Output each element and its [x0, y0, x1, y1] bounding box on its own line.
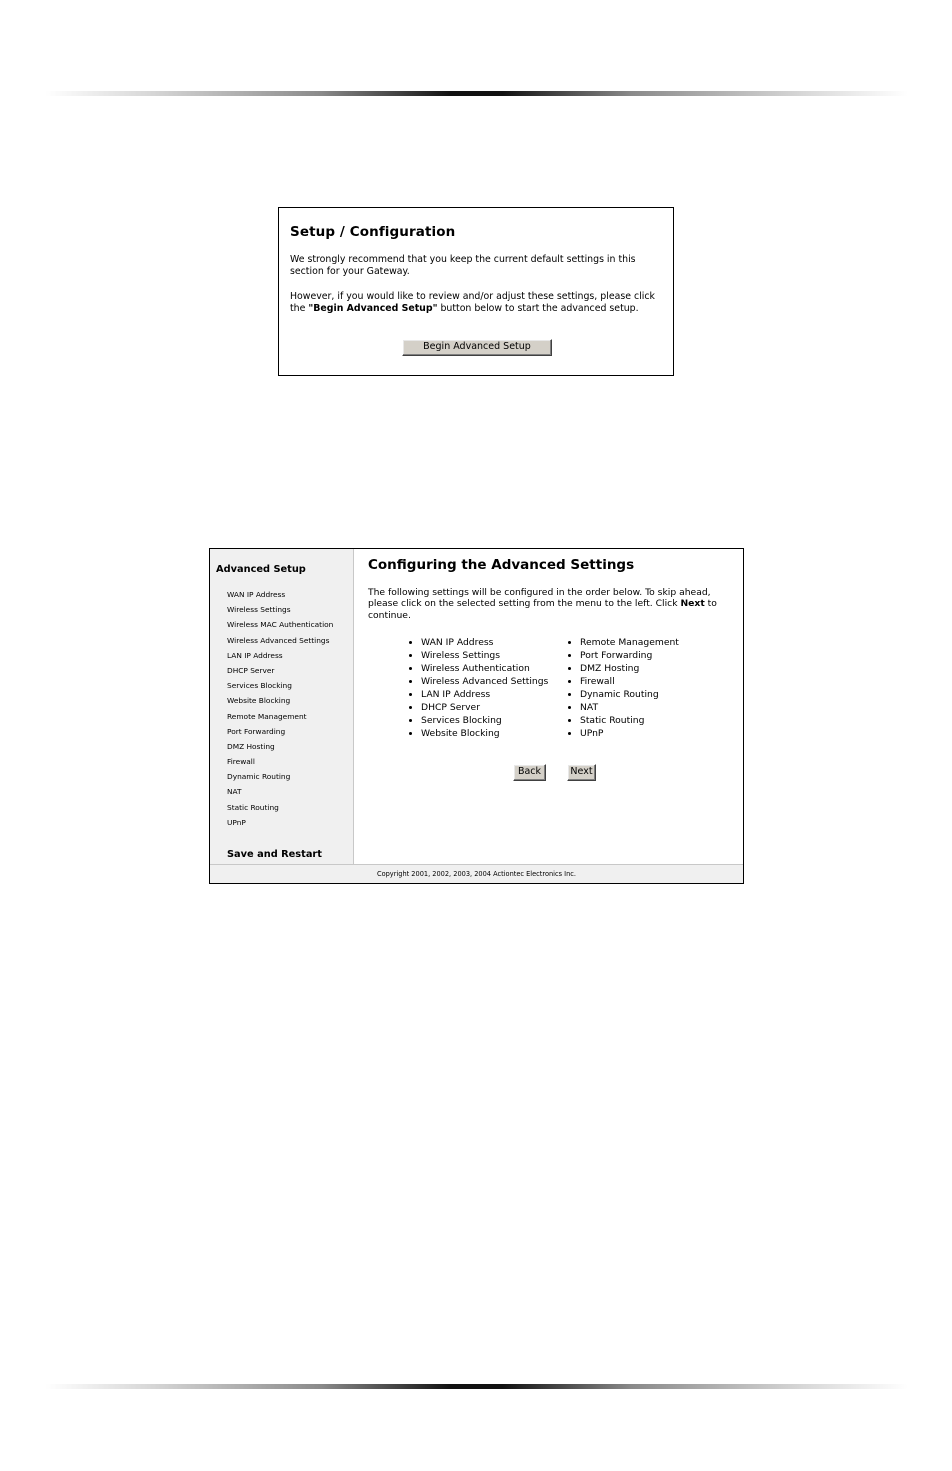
main-content	[354, 549, 743, 864]
list-item: • NAT	[580, 701, 679, 714]
list-item: • Dynamic Routing	[580, 688, 679, 701]
intro-text-after: to continue.	[368, 598, 717, 621]
list-item: • Static Routing	[580, 714, 679, 727]
list-item: • Port Forwarding	[580, 649, 679, 662]
sidebar-title[interactable]: Advanced Setup	[216, 564, 306, 575]
sidebar	[210, 549, 354, 864]
setup-paragraph-2	[290, 291, 662, 314]
sidebar-item-services-blocking[interactable]: Services Blocking	[227, 681, 292, 691]
setup-configuration-panel	[278, 207, 674, 376]
sidebar-item-firewall[interactable]: Firewall	[227, 757, 255, 767]
list-item: • Wireless Authentication	[421, 662, 548, 675]
list-item: • Wireless Advanced Settings	[421, 675, 548, 688]
sidebar-item-dynamic-routing[interactable]: Dynamic Routing	[227, 772, 291, 782]
sidebar-item-dhcp-server[interactable]: DHCP Server	[227, 665, 275, 675]
list-item: • WAN IP Address	[421, 636, 548, 649]
list-item: • Firewall	[580, 675, 679, 688]
list-item: • Services Blocking	[421, 714, 548, 727]
settings-list-left	[421, 636, 548, 740]
list-item: • DMZ Hosting	[580, 662, 679, 675]
list-item: • Remote Management	[580, 636, 679, 649]
bottom-rule	[45, 1384, 908, 1389]
list-item: • LAN IP Address	[421, 688, 548, 701]
setup-paragraph-2-after: button below to start the advanced setup.	[437, 302, 639, 314]
sidebar-item-wireless-advanced-settings[interactable]: Wireless Advanced Settings	[227, 635, 330, 645]
sidebar-item-lan-ip-address[interactable]: LAN IP Address	[227, 650, 283, 660]
setup-paragraph-2-before: However, if you would like to review and/or adjust these settings, please click the	[290, 291, 655, 314]
sidebar-item-static-routing[interactable]: Static Routing	[227, 802, 279, 812]
setup-title: Setup / Configuration	[290, 224, 456, 240]
sidebar-item-nat[interactable]: NAT	[227, 787, 242, 797]
intro-text-bold: Next	[680, 598, 705, 610]
intro-text-before: The following settings will be configured in the order below. To skip ahead, please click on the selected setting from the menu to the left. Click	[368, 587, 711, 610]
list-item: • DHCP Server	[421, 701, 548, 714]
advanced-settings-panel	[209, 548, 744, 884]
sidebar-menu	[227, 589, 333, 832]
setup-paragraph-1: We strongly recommend that you keep the current default settings in this section for your Gateway.	[290, 254, 636, 277]
top-rule	[45, 91, 908, 96]
next-button[interactable]: Next	[567, 764, 596, 781]
setup-paragraph-2-bold: "Begin Advanced Setup"	[308, 302, 438, 314]
page-title: Configuring the Advanced Settings	[368, 557, 635, 573]
sidebar-item-upnp[interactable]: UPnP	[227, 817, 246, 827]
sidebar-item-wan-ip-address[interactable]: WAN IP Address	[227, 590, 286, 599]
settings-list-right	[580, 636, 679, 740]
intro-text	[368, 587, 740, 621]
sidebar-item-website-blocking[interactable]: Website Blocking	[227, 696, 291, 706]
back-button[interactable]: Back	[513, 764, 546, 781]
sidebar-item-wireless-mac-authentication[interactable]: Wireless MAC Authentication	[227, 620, 334, 630]
sidebar-item-remote-management[interactable]: Remote Management	[227, 711, 307, 721]
copyright-footer: Copyright 2001, 2002, 2003, 2004 Actiontec Electronics Inc.	[210, 864, 743, 884]
sidebar-item-dmz-hosting[interactable]: DMZ Hosting	[227, 741, 275, 751]
list-item: • Website Blocking	[421, 727, 548, 740]
save-and-restart-link[interactable]: Save and Restart	[227, 849, 322, 860]
list-item: • UPnP	[580, 727, 679, 740]
begin-advanced-setup-button[interactable]: Begin Advanced Setup	[402, 339, 552, 356]
sidebar-item-port-forwarding[interactable]: Port Forwarding	[227, 726, 286, 736]
sidebar-item-wireless-settings[interactable]: Wireless Settings	[227, 605, 291, 615]
list-item: • Wireless Settings	[421, 649, 548, 662]
